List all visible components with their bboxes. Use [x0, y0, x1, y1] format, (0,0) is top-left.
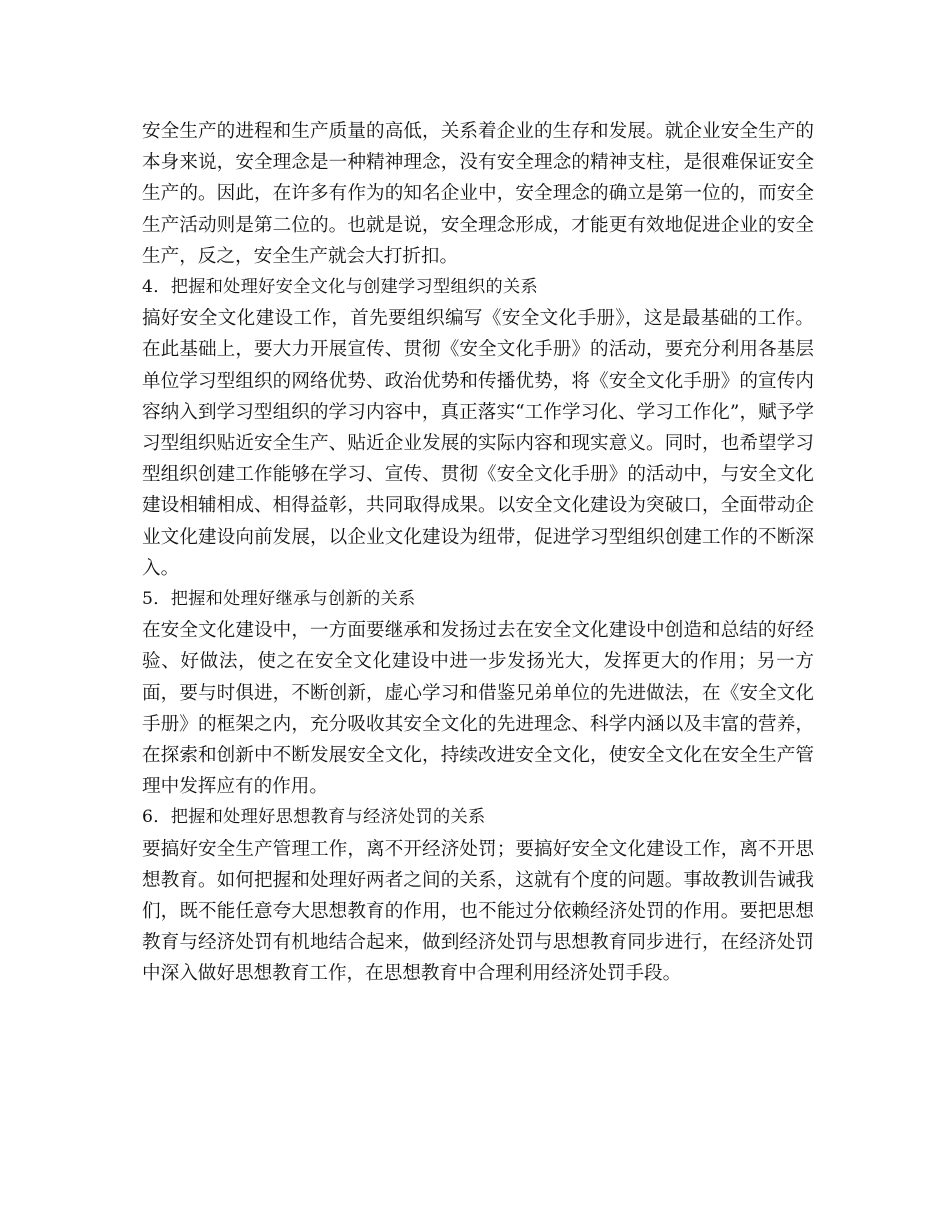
paragraph-learning-organization: 搞好安全文化建设工作，首先要组织编写《安全文化手册》，这是最基础的工作。在此基础上，要大力开展宣传、贯彻《安全文化手册》的活动，要充分利用各基层单位学习型组织的网络优势、政治优势和传播优势，将《安全文化手册》的宣传内容纳入到学习型组织的学习内容中，真正落实“工作学习化、学习工作化”，赋予学习型组织贴近安全生产、贴近企业发展的实际内容和现实意义。同时，也希望学习型组织创建工作能够在学习、宣传、贯彻《安全文化手册》的活动中，与安全文化建设相辅相成、相得益彰，共同取得成果。以安全文化建设为突破口，全面带动企业文化建设向前发展，以企业文化建设为纽带，促进学习型组织创建工作的不断深入。	[142, 308, 814, 579]
document-body	[142, 116, 814, 990]
heading-section-6: 6．把握和处理好思想教育与经济处罚的关系	[142, 807, 486, 828]
paragraph-education-penalty: 要搞好安全生产管理工作，离不开经济处罚；要搞好安全文化建设工作，离不开思想教育。如何把握和处理好两者之间的关系，这就有个度的问题。事故教训告诫我们，既不能任意夸大思想教育的作用，也不能过分依赖经济处罚的作用。要把思想教育与经济处罚有机地结合起来，做到经济处罚与思想教育同步进行，在经济处罚中深入做好思想教育工作，在思想教育中合理利用经济处罚手段。	[142, 838, 814, 985]
paragraph-safety-concept: 安全生产的进程和生产质量的高低，关系着企业的生存和发展。就企业安全生产的本身来说，安全理念是一种精神理念，没有安全理念的精神支柱，是很难保证安全生产的。因此，在许多有作为的知名企业中，安全理念的确立是第一位的，而安全生产活动则是第二位的。也就是说，安全理念形成，才能更有效地促进企业的安全生产，反之，安全生产就会大打折扣。	[142, 121, 814, 267]
paragraph-inherit-innovate: 在安全文化建设中，一方面要继承和发扬过去在安全文化建设中创造和总结的好经验、好做法，使之在安全文化建设中进一步发扬光大，发挥更大的作用；另一方面，要与时俱进，不断创新，虚心学习和借鉴兄弟单位的先进做法，在《安全文化手册》的框架之内，充分吸收其安全文化的先进理念、科学内涵以及丰富的营养，在探索和创新中不断发展安全文化，持续改进安全文化，使安全文化在安全生产管理中发挥应有的作用。	[142, 620, 814, 798]
heading-section-4: 4．把握和处理好安全文化与创建学习型组织的关系	[142, 277, 538, 298]
heading-section-5: 5．把握和处理好继承与创新的关系	[142, 589, 416, 610]
